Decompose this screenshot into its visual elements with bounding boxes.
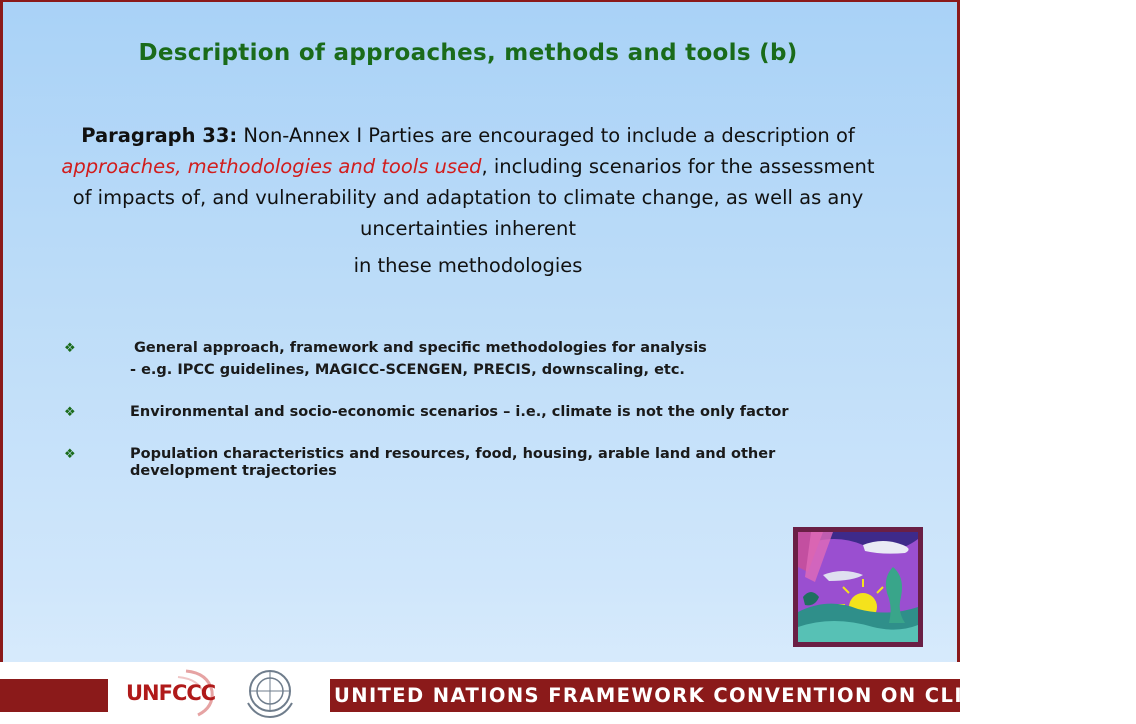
diamond-bullet-icon: ❖	[64, 447, 76, 462]
bullet-text: Environmental and socio-economic scenarios – i.e., climate is not the only factor	[130, 404, 789, 420]
bullet-item	[64, 404, 884, 421]
bullet-subtext: - e.g. IPCC guidelines, MAGICC-SCENGEN, PRECIS, downscaling, etc.	[130, 362, 685, 378]
paragraph-last-line: in these methodologies	[353, 254, 583, 277]
paragraph-before-highlight: Non-Annex I Parties are encouraged to include a description of	[243, 124, 855, 147]
frame-left-border	[0, 0, 3, 662]
diamond-bullet-icon: ❖	[64, 405, 76, 420]
bullet-text: General approach, framework and specific methodologies for analysis	[134, 340, 707, 356]
paragraph-highlight: approaches, methodologies and tools used	[61, 155, 482, 178]
bullet-item	[64, 446, 884, 480]
bullet-item	[64, 340, 884, 379]
slide-title: Description of approaches, methods and tools (b)	[138, 40, 798, 66]
frame-top-border	[0, 0, 960, 2]
frame-right-border	[957, 0, 960, 662]
paragraph-after-highlight: , including scenarios for the assessment of impacts of, and vulnerability and adaptation to climate change, as well as any uncertainties inherent	[72, 155, 875, 240]
paragraph-33	[50, 120, 886, 281]
bullet-text: Population characteristics and resources, food, housing, arable land and other development trajectories	[130, 446, 776, 479]
bullet-list	[64, 340, 884, 480]
landscape-clipart-icon	[793, 527, 923, 647]
unfccc-logo-text: UNFCCC	[126, 681, 216, 705]
footer-banner-text: UNITED NATIONS FRAMEWORK CONVENTION ON CLIMATE CHANGE	[334, 684, 1136, 707]
paragraph-lead: Paragraph 33:	[81, 124, 238, 147]
diamond-bullet-icon: ❖	[64, 341, 76, 356]
